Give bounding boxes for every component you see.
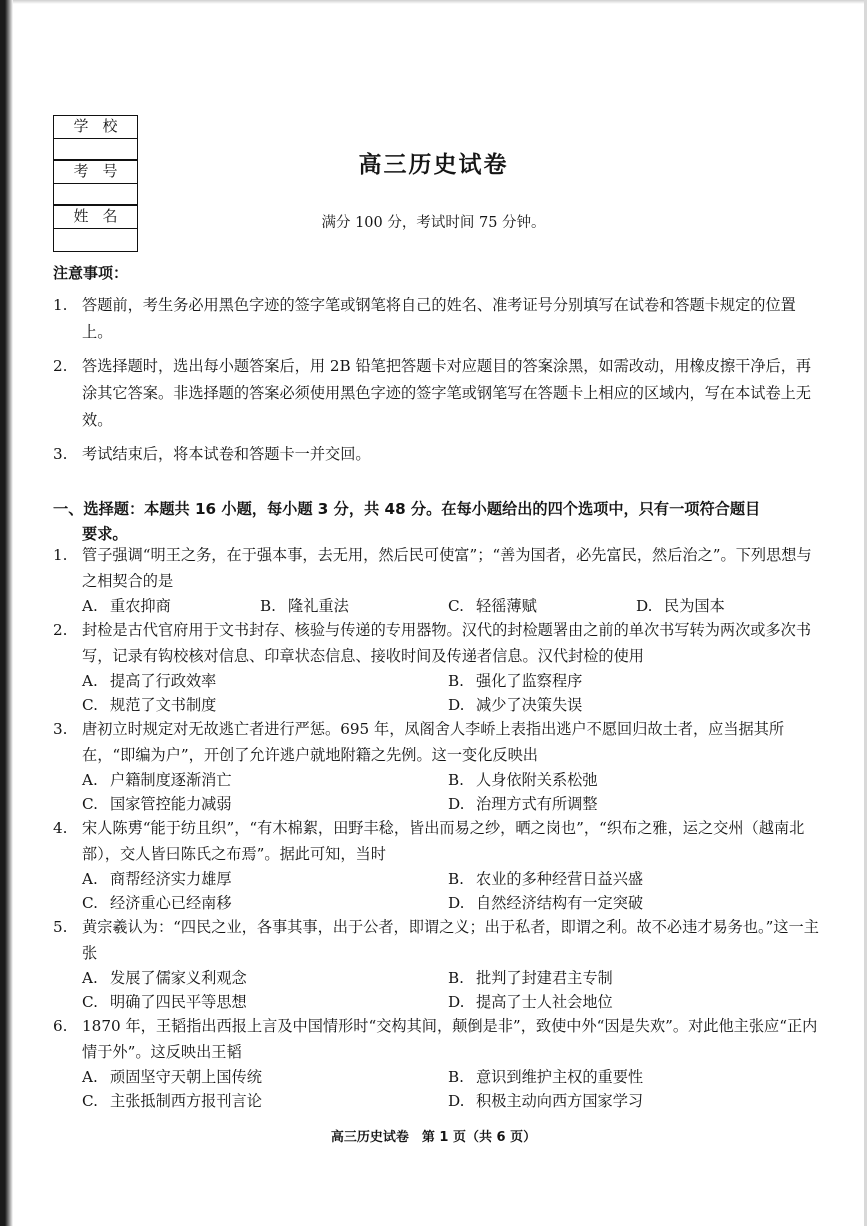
option-row [53,594,819,618]
option-row [53,768,819,792]
option-c[interactable]: C. 明确了四民平等思想 [82,993,247,1011]
notice-item [53,292,819,346]
option-row [53,966,819,990]
option-b[interactable]: B. 人身依附关系松弛 [448,771,598,789]
option-c[interactable]: C. 经济重心已经南移 [82,894,232,912]
part1-heading-tail: 要求。 [82,525,128,543]
question-text: 1870 年，王韬指出西报上言及中国情形时“交构其间，颠倒是非”，致使中外“因是失欢”。对此他主张应“正内情于外”。这反映出王韬 [82,1017,818,1061]
notice-number: 2. [53,357,68,375]
question-6 [53,1014,819,1113]
option-a[interactable]: A. 发展了儒家义利观念 [82,969,247,987]
question-stem [53,543,819,594]
exam-number-field[interactable] [54,184,137,207]
question-number: 5. [53,918,68,936]
exam-title: 高三历史试卷 [358,152,509,178]
question-text: 封检是古代官府用于文书封存、核验与传递的专用器物。汉代的封检题署由之前的单次书写转为两次或多次书写，记录有钩校核对信息、印章状态信息、接收时间及传递者信息。汉代封检的使用 [82,621,811,665]
option-b[interactable]: B. 意识到维护主权的重要性 [448,1068,644,1086]
option-d[interactable]: D. 积极主动向西方国家学习 [448,1092,644,1110]
scan-left-edge [0,0,13,1226]
question-4 [53,816,819,915]
school-label: 学校 [54,116,137,139]
notice-item [53,353,819,434]
notice-heading: 注意事项： [53,264,129,282]
question-stem [53,915,819,966]
question-5 [53,915,819,1014]
option-a[interactable]: A. 提高了行政效率 [82,672,217,690]
notice-text: 答题前，考生务必用黑色字迹的签字笔或钢笔将自己的姓名、准考证号分别填写在试卷和答题卡规定的位置上。 [82,296,796,341]
question-3 [53,717,819,816]
option-d[interactable]: D. 减少了决策失误 [448,696,583,714]
option-row [53,891,819,915]
option-row [53,669,819,693]
question-stem [53,816,819,867]
option-row [53,1089,819,1113]
notice-number: 1. [53,296,68,314]
question-list [53,543,819,1113]
option-a[interactable]: A. 商帮经济实力雄厚 [82,870,232,888]
notice-text: 答选择题时，选出每小题答案后，用 2B 铅笔把答题卡对应题目的答案涂黑，如需改动，用橡皮擦干净后，再涂其它答案。非选择题的答案必须使用黑色字迹的签字笔或钢笔写在答题卡上相应的区域内，写在本试卷上无效。 [82,357,812,429]
option-row [53,1065,819,1089]
page-footer: 高三历史试卷 第 1 页（共 6 页） [330,1130,537,1145]
question-number: 2. [53,621,68,639]
question-stem [53,618,819,669]
question-text: 管子强调“明王之务，在于强本事，去无用，然后民可使富”；“善为国者，必先富民，然后治之”。下列思想与之相契合的是 [82,546,812,590]
name-label: 姓名 [54,206,137,229]
exam-number-label: 考号 [54,161,137,184]
option-b[interactable]: B. 强化了监察程序 [448,672,583,690]
exam-subtitle: 满分 100 分，考试时间 75 分钟。 [321,215,546,231]
question-text: 黄宗羲认为：“四民之业，各事其事，出于公者，即谓之义；出于私者，即谓之利。故不必违才易务也。”这一主张 [82,918,819,962]
question-number: 1. [53,546,68,564]
part1-heading-line: 一、选择题：本题共 16 小题，每小题 3 分，共 48 分。在每小题给出的四个选项中，只有一项符合题目 [53,500,761,518]
option-d[interactable]: D. 自然经济结构有一定突破 [448,894,644,912]
notice-item [53,441,819,468]
question-number: 4. [53,819,68,837]
option-b[interactable]: B. 农业的多种经营日益兴盛 [448,870,644,888]
question-stem [53,717,819,768]
question-1 [53,543,819,618]
option-c[interactable]: C. 规范了文书制度 [82,696,217,714]
option-a[interactable]: A. 户籍制度逐渐消亡 [82,771,232,789]
option-d[interactable]: D. 提高了士人社会地位 [448,993,613,1011]
option-row [53,693,819,717]
question-number: 6. [53,1017,68,1035]
option-b[interactable]: B. 批判了封建君主专制 [448,969,613,987]
question-stem [53,1014,819,1065]
option-d[interactable]: D. 民为国本 [636,597,725,615]
notice-text: 考试结束后，将本试卷和答题卡一并交回。 [82,445,371,463]
question-2 [53,618,819,717]
option-c[interactable]: C. 国家管控能力减弱 [82,795,232,813]
option-a[interactable]: A. 顽固坚守天朝上国传统 [82,1068,262,1086]
notice-number: 3. [53,445,68,463]
option-c[interactable]: C. 轻徭薄赋 [448,597,537,615]
option-row [53,990,819,1014]
question-number: 3. [53,720,68,738]
option-a[interactable]: A. 重农抑商 [82,597,171,615]
part1-heading [53,497,819,547]
question-text: 宋人陈旉“能于纺且织”，“有木棉絮，田野丰稔，皆出而易之纱，晒之岗也”，“织布之雅，运之交州（越南北部），交人皆曰陈氏之布焉”。据此可知，当时 [82,819,805,863]
scan-top-shadow [0,0,867,4]
option-row [53,867,819,891]
option-d[interactable]: D. 治理方式有所调整 [448,795,598,813]
question-text: 唐初立时规定对无故逃亡者进行严惩。695 年，凤阁舍人李峤上表指出逃户不愿回归故土者，应当据其所在，“即编为户”，开创了允许逃户就地附籍之先例。这一变化反映出 [82,720,785,764]
option-c[interactable]: C. 主张抵制西方报刊言论 [82,1092,262,1110]
notice-list [53,292,819,475]
option-b[interactable]: B. 隆礼重法 [260,597,349,615]
option-row [53,792,819,816]
